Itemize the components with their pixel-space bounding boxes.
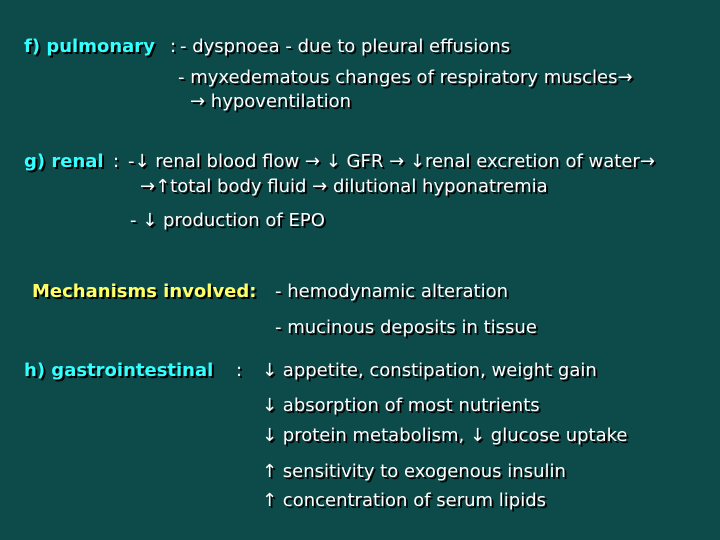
gastrointestinal-heading: h) gastrointestinal bbox=[24, 360, 214, 381]
mechanisms-heading: Mechanisms involved: bbox=[32, 281, 257, 302]
renal-line-2: →↑total body fluid → dilutional hyponatremia bbox=[140, 176, 548, 197]
gastrointestinal-item: ↓ protein metabolism, ↓ glucose uptake bbox=[262, 425, 628, 446]
renal-line-3: - ↓ production of EPO bbox=[130, 210, 325, 231]
gastrointestinal-item: ↑ concentration of serum lipids bbox=[262, 490, 547, 511]
mechanisms-line-2: - mucinous deposits in tissue bbox=[275, 317, 537, 338]
gastrointestinal-item: ↓ appetite, constipation, weight gain bbox=[262, 360, 597, 381]
pulmonary-line-3: → hypoventilation bbox=[190, 91, 352, 112]
pulmonary-heading: f) pulmonary bbox=[24, 36, 155, 57]
pulmonary-line-2: - myxedematous changes of respiratory muscles→ bbox=[178, 67, 633, 88]
mechanisms-line-1: - hemodynamic alteration bbox=[275, 281, 508, 302]
gastrointestinal-item: ↓ absorption of most nutrients bbox=[262, 395, 540, 416]
renal-line-1: -↓ renal blood flow → ↓ GFR → ↓renal excretion of water→ bbox=[128, 151, 655, 172]
gastrointestinal-item: ↑ sensitivity to exogenous insulin bbox=[262, 461, 566, 482]
gastrointestinal-colon: : bbox=[236, 360, 243, 381]
renal-colon: : bbox=[113, 151, 120, 172]
pulmonary-line-1: - dyspnoea - due to pleural effusions bbox=[180, 36, 511, 57]
pulmonary-colon: : bbox=[170, 36, 177, 57]
renal-heading: g) renal bbox=[24, 151, 104, 172]
